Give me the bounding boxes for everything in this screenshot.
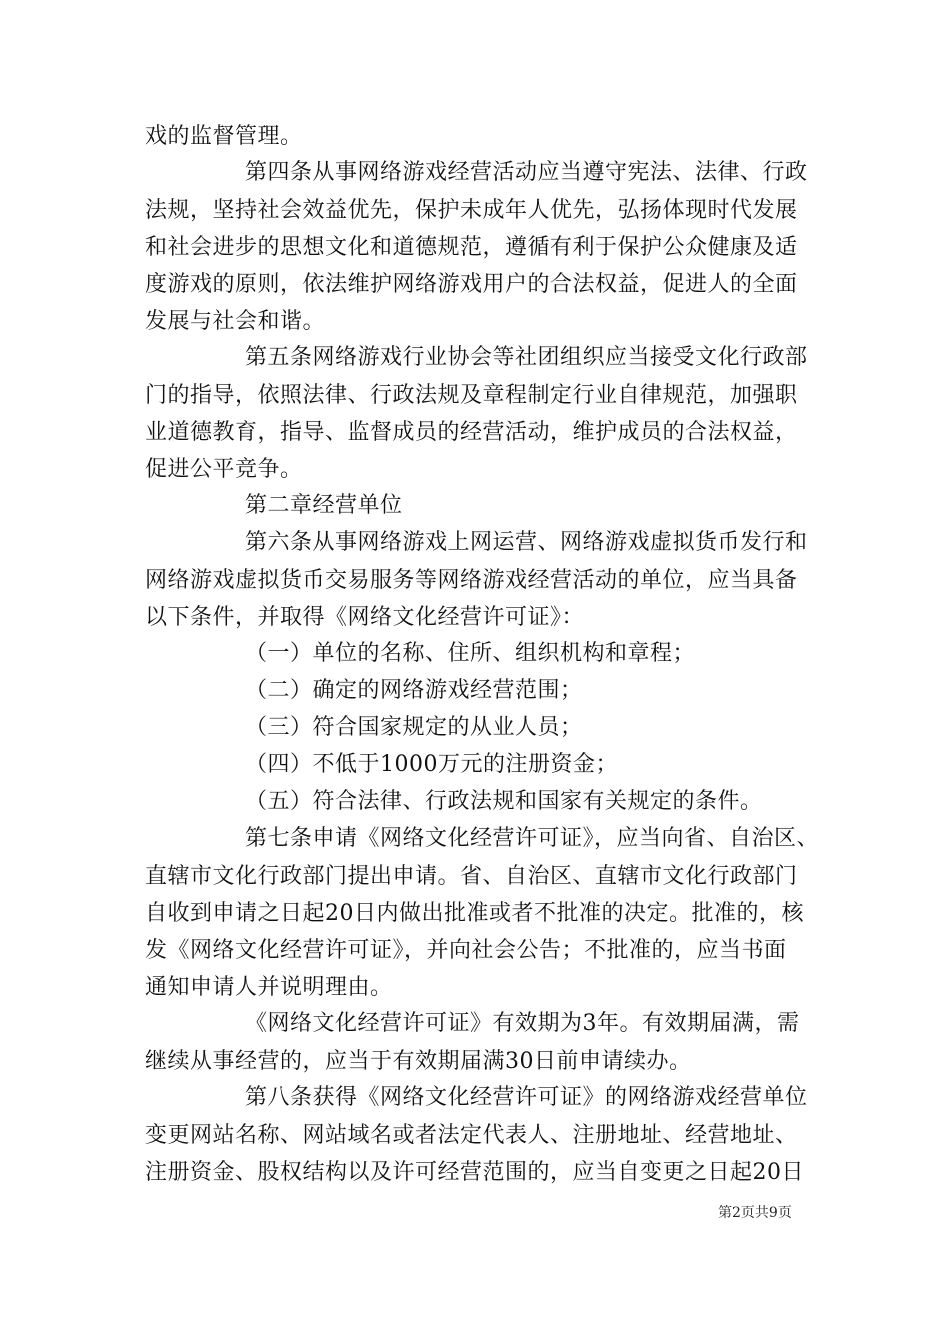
text-line: 变更网站名称、网站域名或者法定代表人、注册地址、经营地址、 [145,1123,798,1148]
list-item: （三）符合国家规定的从业人员； [245,715,583,740]
text-line: 以下条件，并取得《网络文化经营许可证》： [145,605,585,630]
text-line: 度游戏的原则，依法维护网络游戏用户的合法权益，促进人的全面 [145,272,798,297]
text-line: 法规，坚持社会效益优先，保护未成年人优先，弘扬体现时代发展 [145,198,798,223]
text-line: 第六条从事网络游戏上网运营、网络游戏虚拟货币发行和 [245,530,808,555]
text-line: 《网络文化经营许可证》有效期为3年。有效期届满，需 [245,1011,800,1036]
page-number: 第2页共9页 [718,1205,792,1221]
text-line: 和社会进步的思想文化和道德规范，遵循有利于保护公众健康及适 [145,235,798,260]
list-item: （四）不低于1000万元的注册资金； [245,752,618,777]
text-line: 第五条网络游戏行业协会等社团组织应当接受文化行政部 [245,345,808,370]
text-line: 第七条申请《网络文化经营许可证》，应当向省、自治区、 [245,826,820,851]
text-line: 注册资金、股权结构以及许可经营范围的，应当自变更之日起20日 [145,1160,804,1185]
text-line: 发展与社会和谐。 [145,309,326,334]
text-line: 自收到申请之日起20日内做出批准或者不批准的决定。批准的，核 [145,901,804,926]
text-line: 通知申请人并说明理由。 [145,975,393,1000]
text-line: 第四条从事网络游戏经营活动应当遵守宪法、法律、行政 [245,160,808,185]
text-line: 门的指导，依照法律、行政法规及章程制定行业自律规范，加强职 [145,383,798,408]
list-item: （一）单位的名称、住所、组织机构和章程； [245,641,696,666]
text-line: 促进公平竞争。 [145,457,303,482]
text-line: 直辖市文化行政部门提出申请。省、自治区、直辖市文化行政部门 [145,864,798,889]
text-line: 继续从事经营的，应当于有效期届满30日前申请续办。 [145,1049,692,1074]
text-line: 发《网络文化经营许可证》，并向社会公告；不批准的，应当书面 [145,938,787,963]
text-line: 戏的监督管理。 [145,124,303,149]
list-item: （二）确定的网络游戏经营范围； [245,678,583,703]
text-line: 网络游戏虚拟货币交易服务等网络游戏经营活动的单位，应当具备 [145,568,798,593]
text-line: 业道德教育，指导、监督成员的经营活动，维护成员的合法权益， [145,420,798,445]
chapter-heading: 第二章经营单位 [245,493,403,518]
list-item: （五）符合法律、行政法规和国家有关规定的条件。 [245,789,763,814]
text-line: 第八条获得《网络文化经营许可证》的网络游戏经营单位 [245,1085,808,1110]
